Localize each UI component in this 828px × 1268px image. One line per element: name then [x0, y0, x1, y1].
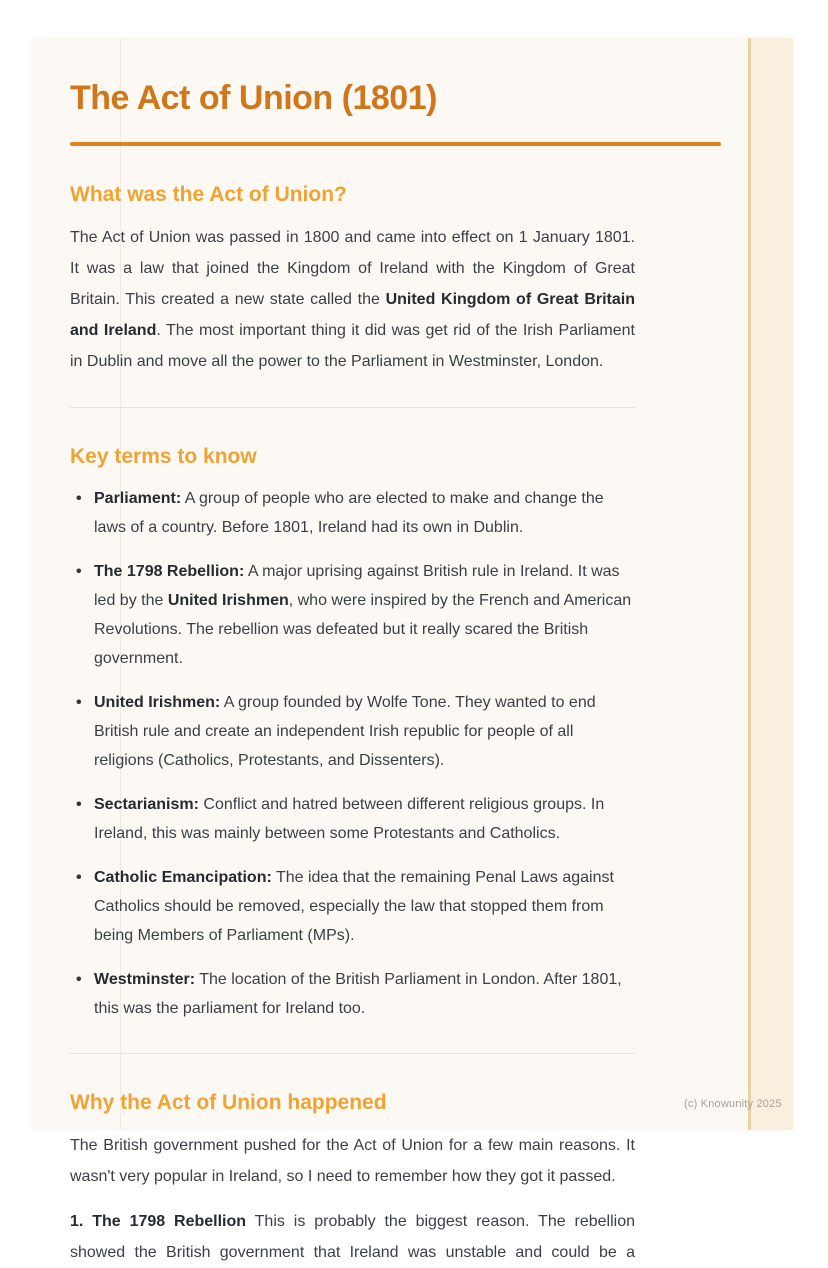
key-term-item: • Westminster: The location of the British Parliament in London. After 1801, this was the parliament for Ireland too. — [70, 965, 635, 1023]
paragraph-why-intro: The British government pushed for the Act of Union for a few main reasons. It wasn't very popular in Ireland, so I need to remember how they got it passed. — [70, 1136, 635, 1185]
key-term-item: • Parliament: A group of people who are elected to make and change the laws of a country. Before 1801, Ireland had its own in Dublin. — [70, 484, 635, 542]
section-heading-why: Why the Act of Union happened — [70, 1090, 387, 1114]
section-heading-terms: Key terms to know — [70, 444, 257, 468]
page-content — [70, 78, 721, 1268]
paragraph-why-reason-1: 1. The 1798 Rebellion This is probably the biggest reason. The rebellion showed the British government that Ireland was unstable and could be a — [70, 1212, 635, 1261]
key-term-item: • The 1798 Rebellion: A major uprising against British rule in Ireland. It was led by the United Irishmen, who were inspired by the French and American Revolutions. The rebellion was defeated but it really scared the British government. — [70, 557, 635, 673]
page-edge-band — [748, 38, 793, 1130]
section-why-it-happened — [70, 1091, 721, 1268]
page-title: The Act of Union (1801) — [70, 79, 437, 117]
section-divider-2 — [70, 1053, 635, 1054]
watermark: (c) Knowunity 2025 — [684, 1098, 782, 1110]
section-heading-what: What was the Act of Union? — [70, 182, 347, 206]
key-term-item: • Catholic Emancipation: The idea that the remaining Penal Laws against Catholics should be removed, especially the law that stopped them from being Members of Parliament (MPs). — [70, 863, 635, 950]
key-term-item: • Sectarianism: Conflict and hatred between different religious groups. In Ireland, this was mainly between some Protestants and Catholics. — [70, 790, 635, 848]
section-divider — [70, 407, 635, 408]
key-term-item: • United Irishmen: A group founded by Wolfe Tone. They wanted to end British rule and create an independent Irish republic for people of all religions (Catholics, Protestants, and Dissenters). — [70, 688, 635, 775]
paragraph-what-was: The Act of Union was passed in 1800 and came into effect on 1 January 1801. It was a law that joined the Kingdom of Ireland with the Kingdom of Great Britain. This created a new state called the United Kingdom of Great Britain and Ireland. The most important thing it did was get rid of the Irish Parliament in Dublin and move all the power to the Parliament in Westminster, London. — [70, 228, 635, 370]
section-what-was-the-act — [70, 183, 721, 377]
document-page — [32, 38, 793, 1261]
key-terms-list — [70, 484, 635, 1023]
section-key-terms — [70, 445, 721, 1023]
title-underline — [70, 142, 721, 146]
